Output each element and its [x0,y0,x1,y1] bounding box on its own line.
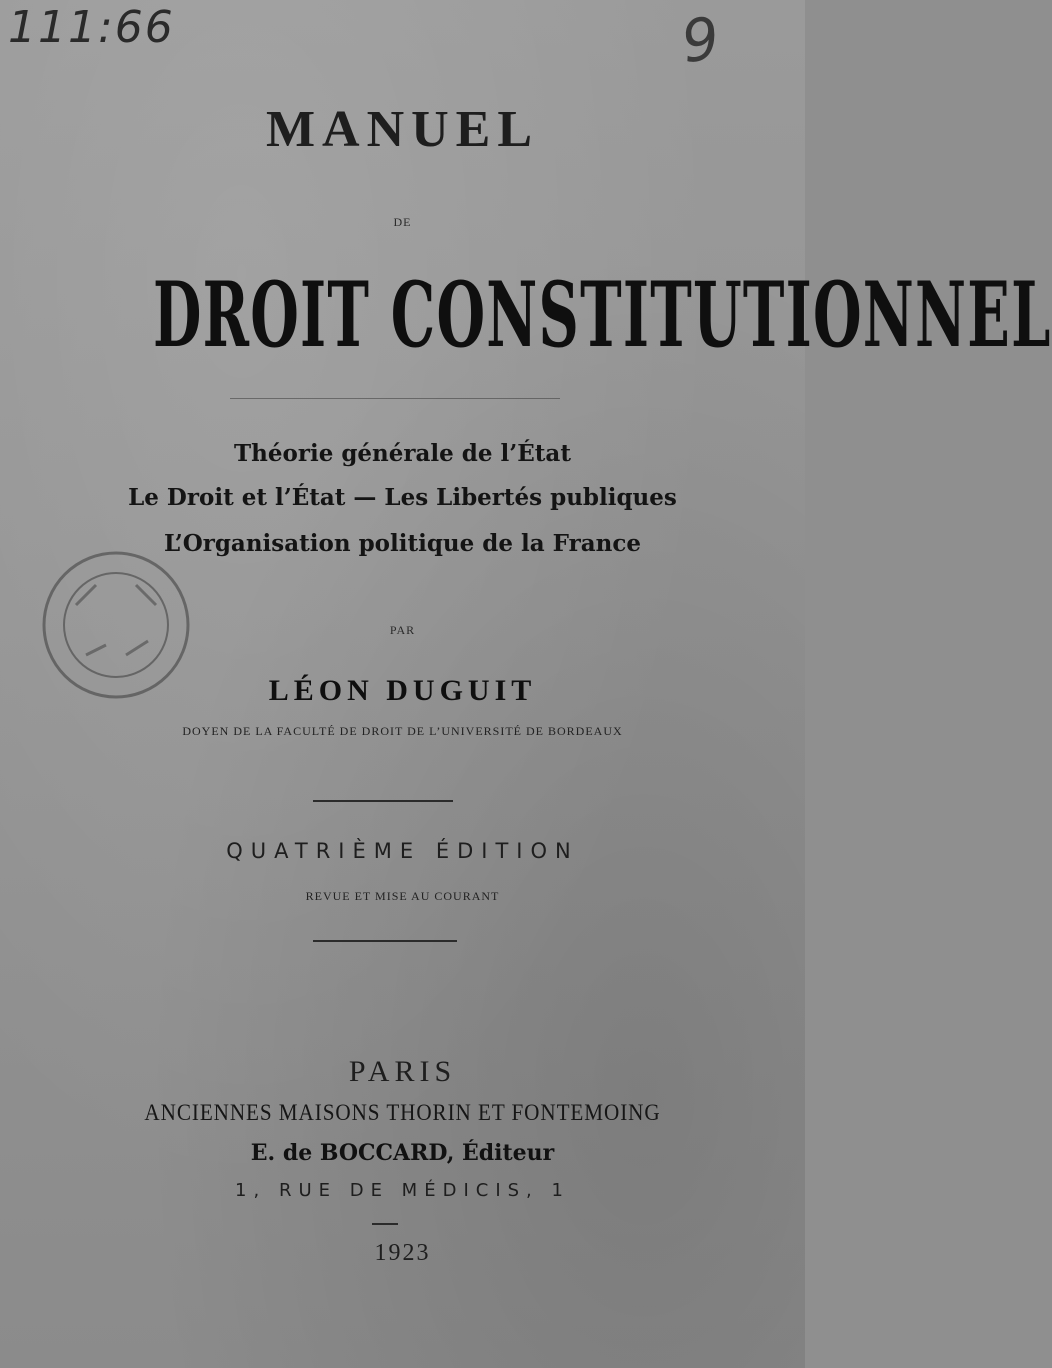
divider-bottom [313,940,457,942]
divider-top [313,800,453,802]
main-title: DROIT CONSTITUTIONNEL [152,262,1052,368]
publisher-address: 1, RUE DE MÉDICIS, 1 [235,1180,570,1201]
author-name: LÉON DUGUIT [268,674,537,707]
handwritten-number: 9 [677,3,724,77]
handwritten-shelfmark: 111:66 [8,2,175,53]
edition-label: QUATRIÈME ÉDITION [226,839,579,863]
subtitle-line-1: Théorie générale de l’État [234,440,571,467]
title-divider [230,398,560,399]
subtitle-line-3: L’Organisation politique de la France [164,530,641,557]
title-manuel: MANUEL [265,101,540,158]
edition-note: REVUE ET MISE AU COURANT [305,889,500,903]
subtitle-line-2: Le Droit et l’État — Les Libertés publiques [128,484,677,511]
publisher-houses: ANCIENNES MAISONS THORIN ET FONTEMOING [144,1100,661,1125]
publisher-editor: E. de BOCCARD, Éditeur [250,1140,555,1166]
title-de: DE [393,215,412,229]
publication-year: 1923 [374,1240,431,1266]
publisher-city: PARIS [348,1055,457,1088]
par-label: PAR [389,623,416,637]
year-divider [372,1223,398,1225]
author-affiliation: DOYEN DE LA FACULTÉ DE DROIT DE L’UNIVERSITÉ DE BORDEAUX [182,724,623,738]
